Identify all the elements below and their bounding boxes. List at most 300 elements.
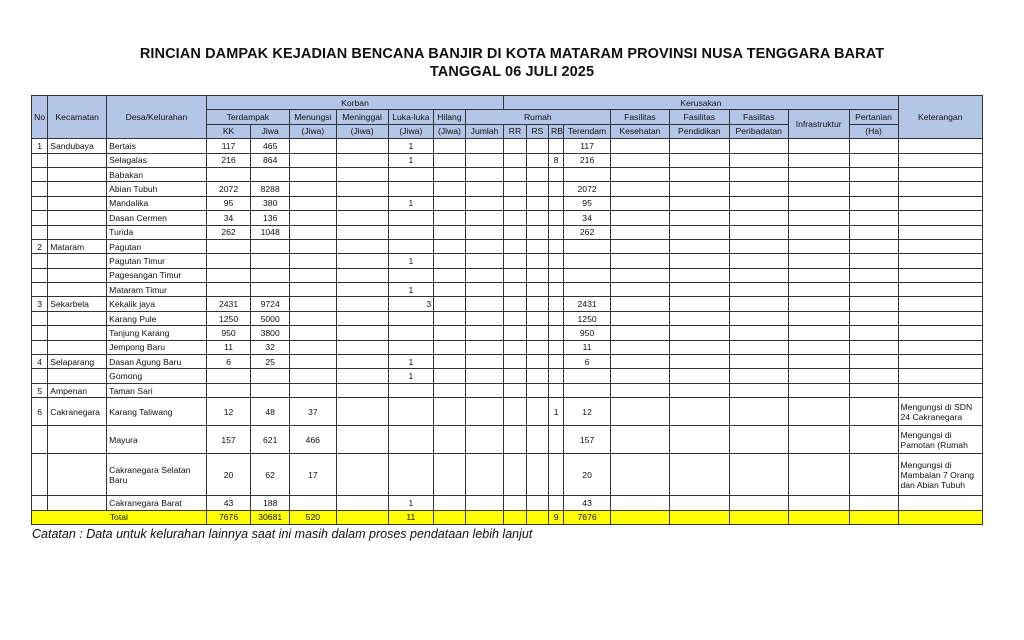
cell-desa: Turida bbox=[107, 225, 207, 239]
table-row bbox=[32, 139, 983, 153]
cell-no bbox=[32, 496, 48, 510]
cell-empty bbox=[788, 211, 849, 225]
cell-empty bbox=[610, 182, 669, 196]
cell-mengungsi bbox=[289, 283, 336, 297]
cell-ket bbox=[898, 139, 983, 153]
cell-rr bbox=[504, 326, 526, 340]
cell-rs bbox=[526, 167, 548, 181]
cell-rs bbox=[526, 426, 548, 454]
cell-desa: Tanjung Karang bbox=[107, 326, 207, 340]
cell-mengungsi bbox=[289, 311, 336, 325]
cell-no bbox=[32, 283, 48, 297]
cell-luka bbox=[388, 340, 434, 354]
table-row bbox=[32, 426, 983, 454]
cell-meninggal bbox=[336, 211, 388, 225]
cell-rr bbox=[504, 167, 526, 181]
header-faskes: Fasilitas bbox=[610, 110, 669, 124]
cell-empty bbox=[610, 398, 669, 426]
cell-empty bbox=[729, 182, 788, 196]
cell-hilang bbox=[434, 239, 465, 253]
cell-no bbox=[32, 340, 48, 354]
cell-rs bbox=[526, 297, 548, 311]
cell-empty bbox=[669, 340, 729, 354]
cell-mengungsi bbox=[289, 139, 336, 153]
cell-empty bbox=[729, 383, 788, 397]
table-row bbox=[32, 196, 983, 210]
cell-rr bbox=[504, 211, 526, 225]
cell-rr bbox=[504, 355, 526, 369]
total-empty bbox=[849, 510, 898, 524]
total-empty bbox=[336, 510, 388, 524]
cell-kec: Cakranegara bbox=[48, 398, 107, 426]
cell-rb bbox=[548, 239, 563, 253]
cell-jumlah bbox=[465, 454, 504, 496]
cell-rr bbox=[504, 496, 526, 510]
cell-empty bbox=[729, 311, 788, 325]
table-row bbox=[32, 182, 983, 196]
cell-empty bbox=[610, 225, 669, 239]
cell-rb bbox=[548, 311, 563, 325]
cell-mengungsi bbox=[289, 167, 336, 181]
cell-empty bbox=[849, 239, 898, 253]
table-row bbox=[32, 340, 983, 354]
cell-empty bbox=[610, 355, 669, 369]
cell-luka: 1 bbox=[388, 369, 434, 383]
cell-desa: Pagutan bbox=[107, 239, 207, 253]
cell-luka bbox=[388, 268, 434, 282]
cell-empty bbox=[849, 383, 898, 397]
table-row bbox=[32, 398, 983, 426]
cell-empty bbox=[669, 426, 729, 454]
cell-luka bbox=[388, 182, 434, 196]
cell-empty bbox=[729, 426, 788, 454]
cell-empty bbox=[788, 340, 849, 354]
cell-desa: Jempong Baru bbox=[107, 340, 207, 354]
cell-terendam: 6 bbox=[564, 355, 611, 369]
cell-empty bbox=[729, 268, 788, 282]
cell-empty bbox=[849, 355, 898, 369]
cell-kec bbox=[48, 454, 107, 496]
cell-empty bbox=[669, 326, 729, 340]
header-faskes-2: Kesehatan bbox=[610, 124, 669, 138]
cell-jiwa: 621 bbox=[251, 426, 290, 454]
cell-empty bbox=[729, 167, 788, 181]
cell-no bbox=[32, 254, 48, 268]
report-title: RINCIAN DAMPAK KEJADIAN BENCANA BANJIR DI KOTA MATARAM PROVINSI NUSA TENGGARA BARAT bbox=[139, 46, 885, 62]
total-empty bbox=[526, 510, 548, 524]
cell-rs bbox=[526, 340, 548, 354]
cell-hilang bbox=[434, 454, 465, 496]
cell-empty bbox=[610, 326, 669, 340]
cell-rs bbox=[526, 355, 548, 369]
cell-ket bbox=[898, 153, 983, 167]
cell-empty bbox=[729, 326, 788, 340]
table-row bbox=[32, 268, 983, 282]
cell-meninggal bbox=[336, 254, 388, 268]
cell-rr bbox=[504, 426, 526, 454]
cell-jumlah bbox=[465, 297, 504, 311]
cell-rb bbox=[548, 139, 563, 153]
cell-rb bbox=[548, 297, 563, 311]
cell-empty bbox=[669, 153, 729, 167]
cell-mengungsi bbox=[289, 239, 336, 253]
cell-empty bbox=[788, 426, 849, 454]
cell-empty bbox=[849, 454, 898, 496]
cell-rr bbox=[504, 139, 526, 153]
cell-luka bbox=[388, 326, 434, 340]
cell-meninggal bbox=[336, 454, 388, 496]
cell-empty bbox=[669, 311, 729, 325]
cell-hilang bbox=[434, 254, 465, 268]
header-no: No bbox=[32, 96, 48, 139]
total-terendam: 7676 bbox=[564, 510, 611, 524]
header-keterangan: Keterangan bbox=[898, 96, 983, 139]
cell-no bbox=[32, 182, 48, 196]
cell-jumlah bbox=[465, 139, 504, 153]
cell-kec: Sekarbela bbox=[48, 297, 107, 311]
header-jumlah: Jumlah bbox=[465, 124, 504, 138]
cell-empty bbox=[788, 311, 849, 325]
table-row bbox=[32, 383, 983, 397]
cell-rb bbox=[548, 340, 563, 354]
cell-kec bbox=[48, 283, 107, 297]
cell-mengungsi: 466 bbox=[289, 426, 336, 454]
total-rb: 9 bbox=[548, 510, 563, 524]
total-empty bbox=[898, 510, 983, 524]
cell-empty bbox=[669, 454, 729, 496]
cell-jiwa: 25 bbox=[251, 355, 290, 369]
cell-jumlah bbox=[465, 254, 504, 268]
cell-rr bbox=[504, 182, 526, 196]
cell-rr bbox=[504, 297, 526, 311]
table-row bbox=[32, 153, 983, 167]
cell-empty bbox=[669, 355, 729, 369]
cell-luka bbox=[388, 426, 434, 454]
cell-kk: 950 bbox=[206, 326, 251, 340]
cell-jumlah bbox=[465, 153, 504, 167]
cell-meninggal bbox=[336, 239, 388, 253]
cell-terendam: 157 bbox=[564, 426, 611, 454]
cell-rs bbox=[526, 369, 548, 383]
cell-no bbox=[32, 326, 48, 340]
cell-rs bbox=[526, 496, 548, 510]
cell-terendam: 216 bbox=[564, 153, 611, 167]
cell-luka: 1 bbox=[388, 496, 434, 510]
total-empty bbox=[434, 510, 465, 524]
cell-ket bbox=[898, 182, 983, 196]
cell-hilang bbox=[434, 283, 465, 297]
cell-no bbox=[32, 225, 48, 239]
cell-no bbox=[32, 153, 48, 167]
cell-ket bbox=[898, 211, 983, 225]
cell-hilang bbox=[434, 225, 465, 239]
cell-jumlah bbox=[465, 398, 504, 426]
cell-rs bbox=[526, 225, 548, 239]
cell-rs bbox=[526, 254, 548, 268]
cell-ket bbox=[898, 283, 983, 297]
table-row bbox=[32, 297, 983, 311]
cell-empty bbox=[669, 283, 729, 297]
header-jiwa: Jiwa bbox=[251, 124, 290, 138]
cell-empty bbox=[669, 369, 729, 383]
cell-empty bbox=[610, 153, 669, 167]
cell-kec bbox=[48, 182, 107, 196]
cell-rb bbox=[548, 454, 563, 496]
cell-terendam: 117 bbox=[564, 139, 611, 153]
total-mengungsi: 520 bbox=[289, 510, 336, 524]
cell-ket bbox=[898, 167, 983, 181]
cell-hilang bbox=[434, 426, 465, 454]
cell-kec: Ampenan bbox=[48, 383, 107, 397]
cell-desa: Mandalika bbox=[107, 196, 207, 210]
cell-rb bbox=[548, 383, 563, 397]
cell-no bbox=[32, 454, 48, 496]
cell-rs bbox=[526, 454, 548, 496]
cell-rr bbox=[504, 283, 526, 297]
cell-terendam: 2431 bbox=[564, 297, 611, 311]
cell-empty bbox=[788, 268, 849, 282]
cell-no bbox=[32, 167, 48, 181]
cell-hilang bbox=[434, 398, 465, 426]
cell-rb bbox=[548, 426, 563, 454]
cell-meninggal bbox=[336, 283, 388, 297]
table-row bbox=[32, 311, 983, 325]
cell-rb bbox=[548, 167, 563, 181]
cell-ket bbox=[898, 254, 983, 268]
header-hilang-unit: (Jiwa) bbox=[434, 124, 465, 138]
header-meninggal-unit: (Jiwa) bbox=[336, 124, 388, 138]
cell-meninggal bbox=[336, 225, 388, 239]
cell-empty bbox=[849, 268, 898, 282]
cell-terendam bbox=[564, 369, 611, 383]
cell-empty bbox=[729, 239, 788, 253]
cell-terendam: 95 bbox=[564, 196, 611, 210]
cell-luka: 3 bbox=[388, 297, 434, 311]
cell-jumlah bbox=[465, 369, 504, 383]
cell-kec bbox=[48, 369, 107, 383]
cell-kk: 11 bbox=[206, 340, 251, 354]
cell-luka bbox=[388, 225, 434, 239]
cell-empty bbox=[610, 268, 669, 282]
cell-kec bbox=[48, 225, 107, 239]
cell-ket: Mengungsi di Mambalan 7 Orang dan Abian Tubuh bbox=[898, 454, 983, 496]
cell-rb bbox=[548, 283, 563, 297]
cell-kec bbox=[48, 153, 107, 167]
cell-jiwa: 62 bbox=[251, 454, 290, 496]
cell-jiwa bbox=[251, 167, 290, 181]
cell-jiwa bbox=[251, 369, 290, 383]
cell-empty bbox=[729, 355, 788, 369]
header-rb: RB bbox=[548, 124, 563, 138]
cell-empty bbox=[669, 167, 729, 181]
cell-mengungsi bbox=[289, 496, 336, 510]
cell-mengungsi bbox=[289, 182, 336, 196]
cell-kec: Mataram bbox=[48, 239, 107, 253]
cell-rs bbox=[526, 283, 548, 297]
total-row bbox=[32, 510, 983, 524]
cell-mengungsi bbox=[289, 254, 336, 268]
cell-rr bbox=[504, 383, 526, 397]
cell-rr bbox=[504, 239, 526, 253]
header-pertanian-unit: (Ha) bbox=[849, 124, 898, 138]
cell-kk: 12 bbox=[206, 398, 251, 426]
cell-kk: 216 bbox=[206, 153, 251, 167]
cell-jumlah bbox=[465, 268, 504, 282]
cell-meninggal bbox=[336, 398, 388, 426]
cell-rr bbox=[504, 398, 526, 426]
cell-rs bbox=[526, 211, 548, 225]
cell-terendam: 262 bbox=[564, 225, 611, 239]
table-row bbox=[32, 254, 983, 268]
cell-empty bbox=[849, 326, 898, 340]
cell-rb bbox=[548, 326, 563, 340]
cell-meninggal bbox=[336, 268, 388, 282]
cell-empty bbox=[610, 196, 669, 210]
cell-rr bbox=[504, 196, 526, 210]
cell-rb bbox=[548, 268, 563, 282]
cell-meninggal bbox=[336, 340, 388, 354]
cell-kec: Sandubaya bbox=[48, 139, 107, 153]
header-luka-unit: (Jiwa) bbox=[388, 124, 434, 138]
cell-hilang bbox=[434, 383, 465, 397]
cell-empty bbox=[788, 369, 849, 383]
cell-empty bbox=[729, 340, 788, 354]
cell-kk: 43 bbox=[206, 496, 251, 510]
cell-rs bbox=[526, 182, 548, 196]
cell-kk bbox=[206, 369, 251, 383]
cell-jiwa: 5000 bbox=[251, 311, 290, 325]
cell-empty bbox=[669, 239, 729, 253]
cell-kec bbox=[48, 426, 107, 454]
cell-kec: Selaparang bbox=[48, 355, 107, 369]
cell-desa: Selagalas bbox=[107, 153, 207, 167]
cell-terendam: 11 bbox=[564, 340, 611, 354]
cell-mengungsi bbox=[289, 340, 336, 354]
cell-luka bbox=[388, 239, 434, 253]
cell-terendam bbox=[564, 167, 611, 181]
cell-kk: 262 bbox=[206, 225, 251, 239]
cell-empty bbox=[610, 454, 669, 496]
cell-rs bbox=[526, 239, 548, 253]
cell-hilang bbox=[434, 211, 465, 225]
cell-empty bbox=[669, 211, 729, 225]
total-kk: 7676 bbox=[206, 510, 251, 524]
cell-rs bbox=[526, 311, 548, 325]
cell-ket: Mengungsi di Pamotan (Rumah bbox=[898, 426, 983, 454]
cell-empty bbox=[849, 196, 898, 210]
header-menungsi-unit: (Jiwa) bbox=[289, 124, 336, 138]
cell-rr bbox=[504, 225, 526, 239]
cell-luka: 1 bbox=[388, 355, 434, 369]
cell-no: 6 bbox=[32, 398, 48, 426]
cell-terendam: 20 bbox=[564, 454, 611, 496]
cell-mengungsi bbox=[289, 225, 336, 239]
header-rr: RR bbox=[504, 124, 526, 138]
cell-ket bbox=[898, 369, 983, 383]
cell-desa: Mayura bbox=[107, 426, 207, 454]
cell-desa: Cakranegara Selatan Baru bbox=[107, 454, 207, 496]
cell-luka bbox=[388, 167, 434, 181]
cell-jiwa: 48 bbox=[251, 398, 290, 426]
cell-jumlah bbox=[465, 426, 504, 454]
cell-hilang bbox=[434, 297, 465, 311]
header-luka: Luka-luka bbox=[388, 110, 434, 124]
cell-luka bbox=[388, 211, 434, 225]
cell-empty bbox=[669, 268, 729, 282]
cell-no bbox=[32, 211, 48, 225]
cell-ket bbox=[898, 196, 983, 210]
cell-kec bbox=[48, 311, 107, 325]
total-empty bbox=[465, 510, 504, 524]
cell-empty bbox=[849, 426, 898, 454]
cell-luka: 1 bbox=[388, 283, 434, 297]
cell-kk: 6 bbox=[206, 355, 251, 369]
cell-kec bbox=[48, 268, 107, 282]
cell-ket bbox=[898, 297, 983, 311]
header-desa: Desa/Kelurahan bbox=[107, 96, 207, 139]
cell-kk: 157 bbox=[206, 426, 251, 454]
total-jiwa: 30681 bbox=[251, 510, 290, 524]
cell-empty bbox=[669, 383, 729, 397]
cell-jumlah bbox=[465, 283, 504, 297]
cell-luka: 1 bbox=[388, 196, 434, 210]
header-kerusakan: Kerusakan bbox=[504, 96, 898, 110]
table-row bbox=[32, 355, 983, 369]
cell-jiwa: 8288 bbox=[251, 182, 290, 196]
cell-rr bbox=[504, 268, 526, 282]
cell-empty bbox=[849, 340, 898, 354]
cell-meninggal bbox=[336, 297, 388, 311]
cell-jiwa bbox=[251, 283, 290, 297]
cell-empty bbox=[849, 167, 898, 181]
cell-terendam bbox=[564, 283, 611, 297]
cell-kec bbox=[48, 340, 107, 354]
cell-mengungsi bbox=[289, 268, 336, 282]
cell-kec bbox=[48, 496, 107, 510]
cell-no: 4 bbox=[32, 355, 48, 369]
cell-kk: 1250 bbox=[206, 311, 251, 325]
cell-empty bbox=[849, 283, 898, 297]
cell-terendam bbox=[564, 383, 611, 397]
cell-mengungsi: 37 bbox=[289, 398, 336, 426]
cell-desa: Taman Sari bbox=[107, 383, 207, 397]
cell-empty bbox=[788, 196, 849, 210]
cell-rs bbox=[526, 326, 548, 340]
header-fasdik: Fasilitas bbox=[669, 110, 729, 124]
cell-empty bbox=[788, 326, 849, 340]
cell-kk: 20 bbox=[206, 454, 251, 496]
cell-empty bbox=[669, 297, 729, 311]
cell-empty bbox=[729, 225, 788, 239]
header-rs: RS bbox=[526, 124, 548, 138]
cell-ket bbox=[898, 496, 983, 510]
cell-ket bbox=[898, 326, 983, 340]
cell-rb bbox=[548, 355, 563, 369]
cell-terendam: 34 bbox=[564, 211, 611, 225]
cell-rs bbox=[526, 383, 548, 397]
cell-empty bbox=[849, 225, 898, 239]
cell-kk bbox=[206, 283, 251, 297]
cell-meninggal bbox=[336, 355, 388, 369]
cell-empty bbox=[610, 139, 669, 153]
cell-rb bbox=[548, 225, 563, 239]
cell-kk: 95 bbox=[206, 196, 251, 210]
table-row bbox=[32, 167, 983, 181]
cell-empty bbox=[849, 139, 898, 153]
cell-empty bbox=[849, 297, 898, 311]
cell-desa: Dasan Cermen bbox=[107, 211, 207, 225]
cell-rs bbox=[526, 398, 548, 426]
